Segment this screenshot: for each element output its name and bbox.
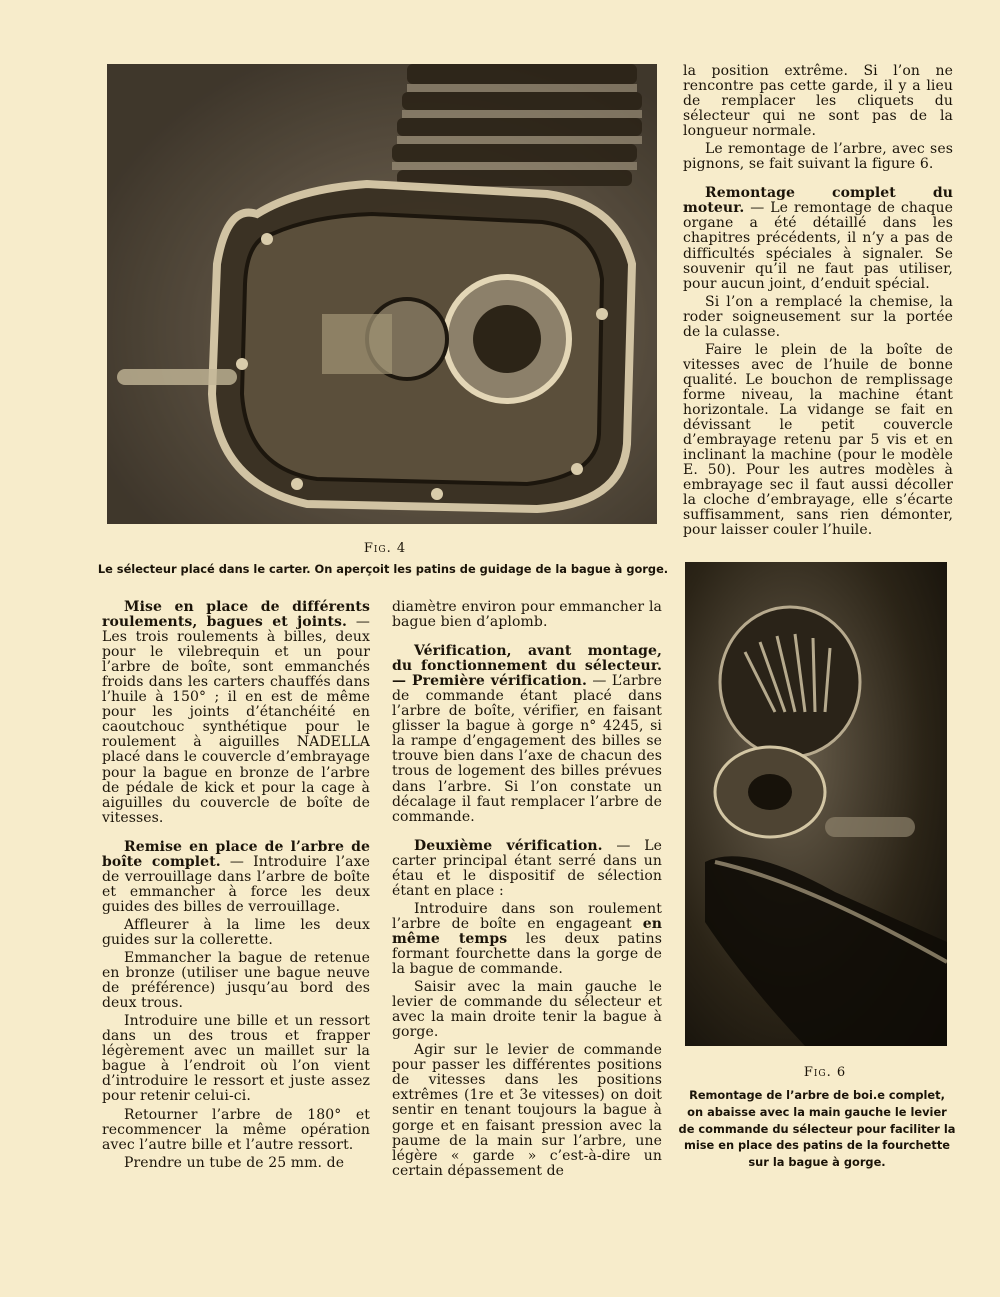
- gearbox-assembly-illustration: [685, 562, 947, 1046]
- paragraph: diamètre environ pour emmancher la bague bien d’aplomb.: [392, 599, 662, 631]
- paragraph: [102, 600, 370, 826]
- paragraph: [392, 839, 662, 899]
- emphasis: en même temps: [392, 915, 662, 947]
- paragraph: Si l’on a remplacé la chemise, la roder soigneusement sur la portée de la culasse.: [683, 293, 953, 340]
- caption-line: sur la bague à gorge.: [748, 1155, 886, 1170]
- paragraph: [102, 840, 370, 915]
- paragraph: la position extrême. Si l’on ne rencontre pas cette garde, il y a lieu de remplacer les cliquets du sélecteur qui ne sont pas de la longueur normale.: [683, 63, 953, 140]
- caption-line: mise en place des patins de la fourchette: [683, 1138, 950, 1153]
- caption-line: Remontage de l’arbre de boi.e complet,: [689, 1088, 945, 1102]
- caption-line: de commande du sélecteur pour faciliter la: [678, 1121, 956, 1136]
- paragraph: [683, 186, 953, 291]
- paragraph-body: — Les trois roulements à billes, deux pour le vilebrequin et un pour l’arbre de boîte, sont emmanchés froids dans les carters chauffés dans l’huile à 150° ; il en est de même pour les joints d’étanchéité en caoutchouc synthétique pour le roulement à aiguilles NADELLA placé dans le couvercle d’embrayage pour la bague en bronze de l’arbre de pédale de kick et pour la cage à aiguilles du couvercle de boîte de vitesses.: [102, 614, 370, 826]
- figure-4-label: Fig. 4: [363, 541, 407, 556]
- section-heading: Vérification, avant montage, du fonctionnement du sélecteur. — Première vérification.: [392, 643, 662, 690]
- engine-crankcase-illustration: [107, 64, 657, 524]
- paragraph-body: — L’arbre de commande étant placé dans l’arbre de boîte, vérifier, en faisant glisser la bague à gorge n° 4245, si la rampe d’engagement des billes se trouve bien dans l’axe de chacun des trous de logement des billes prévues dans l’arbre. Si l’on constate un décalage il faut remplacer l’arbre de commande.: [392, 673, 662, 825]
- paragraph-body: les deux patins formant fourchette dans la gorge de la bague de commande.: [392, 930, 662, 978]
- paragraph: [392, 902, 662, 977]
- paragraph: Le remontage de l’arbre, avec ses pignons, se fait suivant la figure 6.: [683, 141, 953, 173]
- paragraph-body: — Introduire l’axe de verrouillage dans l’arbre de boîte et emmancher à force les deux guides des billes de verrouillage.: [102, 853, 370, 915]
- section-heading: Mise en place de différents roulements, bagues et joints.: [102, 599, 370, 631]
- right-column-text: [683, 64, 953, 541]
- caption-line: on abaisse avec la main gauche le levier: [687, 1104, 947, 1119]
- paragraph: Faire le plein de la boîte de vitesses avec de l’huile de bonne qualité. Le bouchon de remplissage forme niveau, la machine étant horizontale. La vidange se fait en dévissant le petit couvercle d’embrayage retenu par 5 vis et en inclinant la machine (pour le modèle E. 50). Pour les autres modèles à embrayage sec il faut aussi décoller la cloche d’embrayage, elle s’écarte suffisamment, sans rien démonter, pour laisser couler l’huile.: [683, 341, 953, 539]
- section-heading: Deuxième vérification.: [414, 837, 603, 854]
- paragraph: Agir sur le levier de commande pour passer les différentes positions de vitesses dans les positions extrêmes (1re et 3e vitesses) on doit sentir en tenant toujours la bague à gorge et en faisant pression avec la paume de la main sur l’arbre, une légère « garde » c’est-à-dire un certain dépassement de: [392, 1042, 662, 1179]
- middle-column-text: [392, 600, 662, 1182]
- section-heading: Remise en place de l’arbre de boîte complet.: [102, 838, 370, 870]
- figure-6-caption: [676, 1087, 958, 1171]
- paragraph-body: — Le remontage de chaque organe a été détaillé dans les chapitres précédents, il n’y a pas de difficultés spéciales à signaler. Se souvenir qu’il ne faut pas utiliser, pour aucun joint, d’enduit spécial.: [683, 200, 953, 292]
- left-column-text: [102, 600, 370, 1174]
- paragraph: Prendre un tube de 25 mm. de: [124, 1154, 345, 1171]
- figure-6-label: Fig. 6: [803, 1065, 847, 1080]
- paragraph: Affleurer à la lime les deux guides sur la collerette.: [102, 916, 370, 948]
- section-heading: Remontage complet du moteur.: [683, 185, 953, 217]
- engine-crankcase-photo: [107, 64, 657, 524]
- paragraph: [392, 644, 662, 825]
- paragraph: Saisir avec la main gauche le levier de commande du sélecteur et avec la main droite tenir la bague à gorge.: [392, 979, 662, 1041]
- paragraph-body: Introduire dans son roulement l’arbre de boîte en engageant: [392, 900, 662, 932]
- paragraph: Introduire une bille et un ressort dans un des trous et frapper légèrement avec un maillet sur la bague à l’endroit où l’on vient d’introduire le ressort et juste assez pour retenir celui-ci.: [102, 1013, 370, 1105]
- paragraph: Retourner l’arbre de 180° et recommencer la même opération avec l’autre bille et l’autre ressort.: [102, 1106, 370, 1153]
- figure-4-caption: Le sélecteur placé dans le carter. On aperçoit les patins de guidage de la bague à gorge.: [97, 562, 669, 576]
- paragraph-body: — Le carter principal étant serré dans un étau et le dispositif de sélection étant en place :: [392, 837, 662, 899]
- paragraph: Emmancher la bague de retenue en bronze (utiliser une bague neuve de préférence) jusqu’au bord des deux trous.: [102, 950, 370, 1012]
- gearbox-assembly-photo: [685, 562, 947, 1046]
